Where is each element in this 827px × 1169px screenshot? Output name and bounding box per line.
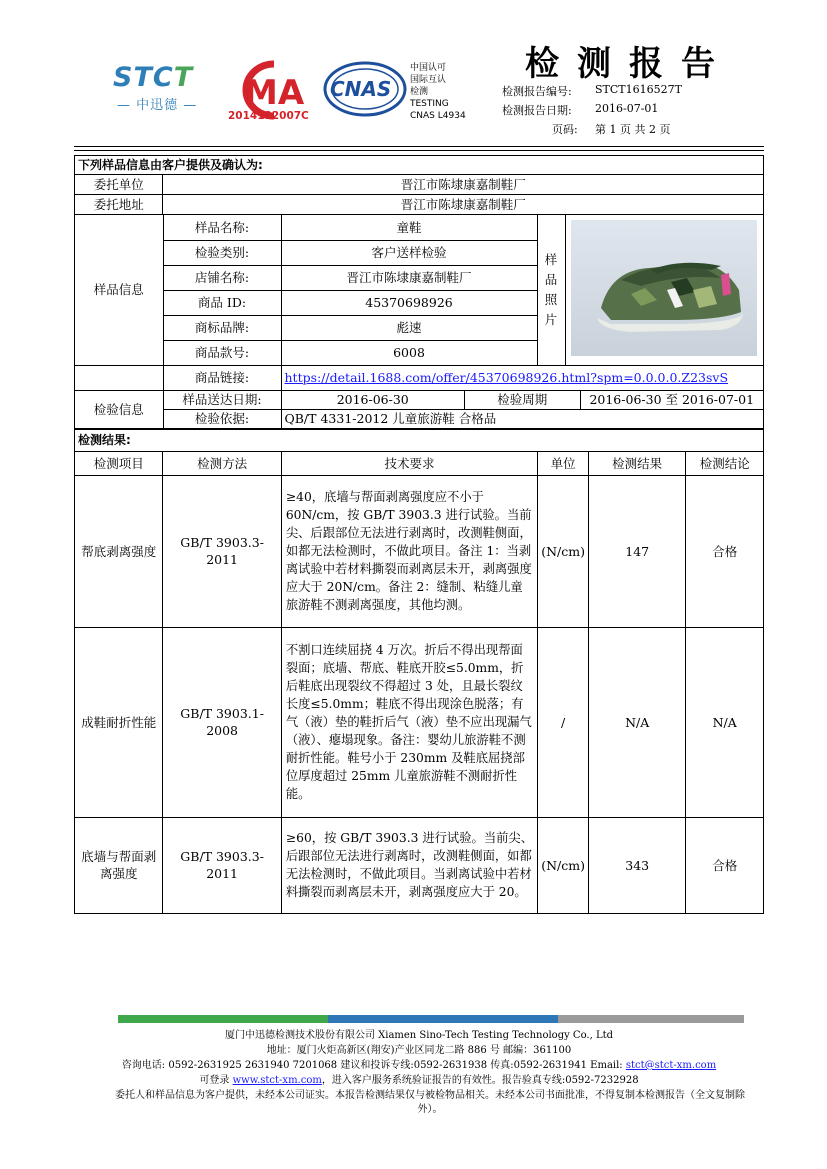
report-table [74, 155, 764, 914]
result-conclusion: 合格 [686, 817, 764, 913]
sample-field-value: 客户送样检验 [281, 240, 537, 265]
result-method: GB/T 3903.3-2011 [163, 475, 281, 627]
cnas-logo-icon [322, 60, 408, 118]
footer-website-link[interactable]: www.stct-xm.com [232, 1075, 322, 1086]
result-value: 147 [588, 475, 685, 627]
cnas-line: 检测 [410, 87, 429, 97]
cnas-logo-text: CNAS [330, 77, 392, 101]
result-value: N/A [588, 627, 685, 817]
stct-logo-subtitle: — 中迅德 — [117, 98, 198, 113]
report-no: STCT1616527T [595, 83, 682, 96]
footer-company: 厦门中迅德检测技术股份有限公司 Xiamen Sino-Tech Testing Technology Co., Ltd [224, 1030, 614, 1041]
result-value: 343 [588, 817, 685, 913]
sample-field-label: 商品 ID: [163, 290, 281, 315]
result-requirement: ≥40，底墙与帮面剥离强度应不小于60N/cm，按 GB/T 3903.3 进行试验。当前尖、后跟部位无法进行剥离时，改测鞋侧面，如都无法检测时，不做此项目。备注 1：当剥离试验中若材料撕裂而剥离层未开，剥离强度应大于 20N/cm。备注 2：缝制、粘缝儿童旅游鞋不测剥离强度，其他均测。 [281, 475, 537, 627]
product-link-cell [281, 365, 763, 390]
result-conclusion: N/A [686, 627, 764, 817]
report-date-label: 检测报告日期: [502, 104, 572, 117]
product-link-label: 商品链接: [163, 365, 281, 390]
client-value: 晋江市陈埭康嘉制鞋厂 [163, 175, 764, 195]
result-method: GB/T 3903.1-2008 [163, 627, 281, 817]
inspect-info-label: 检验信息 [75, 390, 163, 428]
results-header: 检测方法 [163, 451, 281, 475]
footer-verify-line [74, 1074, 764, 1088]
sample-field-value: 6008 [281, 340, 537, 365]
report-title: 检测报告 [525, 44, 733, 84]
header-divider [74, 146, 764, 147]
stct-logo-text: STC [113, 62, 174, 93]
sample-field-value: 彪速 [281, 315, 537, 340]
cnas-line: TESTING [410, 99, 449, 109]
result-unit: (N/cm) [538, 475, 589, 627]
cnas-line: 国际互认 [410, 75, 447, 85]
footer-bar-blue [328, 1015, 558, 1023]
address-value: 晋江市陈埭康嘉制鞋厂 [163, 195, 764, 215]
sample-field-value: 晋江市陈埭康嘉制鞋厂 [281, 265, 537, 290]
result-method: GB/T 3903.3-2011 [163, 817, 281, 913]
sample-section-title: 下列样品信息由客户提供及确认为: [75, 156, 764, 175]
sample-field-label: 商标品牌: [163, 315, 281, 340]
delivery-date-value: 2016-06-30 [282, 391, 465, 409]
cnas-line: CNAS L4934 [410, 111, 466, 121]
report-date: 2016-07-01 [595, 102, 659, 115]
footer-contact: 咨询电话: 0592-2631925 2631940 7201068 建议和投诉专线:0592-2631938 传真:0592-2631941 Email: [121, 1060, 626, 1071]
results-header: 检测结果 [588, 451, 685, 475]
sample-field-label: 店铺名称: [163, 265, 281, 290]
delivery-date-label: 样品送达日期: [163, 390, 281, 409]
delivery-subtable [282, 391, 764, 409]
stct-logo [113, 62, 193, 93]
cnas-accreditation-text [410, 62, 466, 122]
basis-value: QB/T 4331-2012 儿童旅游鞋 合格品 [281, 409, 763, 428]
results-header: 检测结论 [686, 451, 764, 475]
sample-photo-label-text: 样 品 照 片 [544, 251, 558, 327]
report-no-label: 检测报告编号: [502, 85, 572, 98]
footer-login-suffix: ，进入客户服务系统验证报告的有效性。报告验真专线:0592-7232928 [321, 1075, 639, 1086]
result-requirement: ≥60，按 GB/T 3903.3 进行试验。当前尖、后跟部位无法进行剥离时，改测鞋侧面，如都无法检测时，不做此项目。当剥离试验中若材料撕裂而剥离层未开，剥离强度应大于 20。 [281, 817, 537, 913]
sample-info-block [75, 215, 764, 430]
product-link[interactable]: https://detail.1688.com/offer/45370698926.html?spm=0.0.0.0.Z23svS [284, 370, 729, 385]
result-conclusion: 合格 [686, 475, 764, 627]
footer-email-link[interactable]: stct@stct-xm.com [625, 1060, 717, 1071]
results-header: 检测项目 [75, 451, 163, 475]
header-divider-thin [74, 150, 764, 151]
sample-field-label: 检验类别: [163, 240, 281, 265]
result-unit: (N/cm) [538, 817, 589, 913]
sample-photo [565, 215, 763, 365]
page-label: 页码: [552, 123, 578, 136]
table-row [75, 627, 764, 817]
table-row [75, 475, 764, 627]
period-label: 检验周期 [464, 391, 580, 409]
results-header: 技术要求 [281, 451, 537, 475]
cnas-line: 中国认可 [410, 63, 447, 73]
sample-field-label: 样品名称: [163, 215, 281, 240]
cma-number: 2014132007C [228, 110, 309, 122]
sample-photo-label [537, 215, 565, 365]
stct-logo-text-t: T [173, 62, 194, 93]
sample-info-table [75, 215, 763, 429]
footer-bar-gray [558, 1015, 744, 1023]
client-label: 委托单位 [75, 175, 163, 195]
result-item: 成鞋耐折性能 [75, 627, 163, 817]
period-value: 2016-06-30 至 2016-07-01 [589, 392, 755, 407]
sample-field-value: 45370698926 [281, 290, 537, 315]
footer-bar-green [118, 1015, 328, 1023]
results-header: 单位 [538, 451, 589, 475]
footer-disclaimer: 委托人和样品信息为客户提供，未经本公司证实。本报告检测结果仅与被检物品相关。未经本公司书面批准，不得复制本检测报告（全文复制除外）。 [115, 1090, 745, 1115]
footer-contact-line [74, 1059, 764, 1073]
cma-logo-text: MA [244, 73, 305, 113]
page-number: 第 1 页 共 2 页 [595, 123, 671, 136]
table-row [75, 817, 764, 913]
sample-info-label: 样品信息 [75, 215, 163, 365]
result-requirement: 不割口连续屈挠 4 万次。折后不得出现帮面裂面；底墙、帮底、鞋底开胶≤5.0mm，折后鞋底出现裂纹不得超过 3 处，且最长裂纹长度≤5.0mm；鞋底不得出现涂色脱落；有气（液）垫的鞋折后气（液）垫不应出现漏气（液）、瘪塌现象。备注：婴幼儿旅游鞋不测耐折性能。鞋号小于 230mm 及鞋底屈挠部位厚度超过 25mm 儿童旅游鞋不测耐折性能。 [281, 627, 537, 817]
results-section-title: 检测结果: [75, 429, 764, 451]
sample-field-value: 童鞋 [281, 215, 537, 240]
sample-field-label: 商品款号: [163, 340, 281, 365]
result-unit: / [538, 627, 589, 817]
sample-info-label-cont [75, 365, 163, 390]
result-item: 帮底剥离强度 [75, 475, 163, 627]
address-label: 委托地址 [75, 195, 163, 215]
basis-label: 检验依据: [163, 409, 281, 428]
shoe-photo-icon [571, 220, 757, 356]
result-item: 底墙与帮面剥离强度 [75, 817, 163, 913]
footer-address: 地址：厦门火炬高新区(翔安)产业区同龙二路 886 号 邮编：361100 [266, 1045, 572, 1056]
delivery-row [281, 390, 763, 409]
footer-login-prefix: 可登录 [199, 1075, 233, 1086]
